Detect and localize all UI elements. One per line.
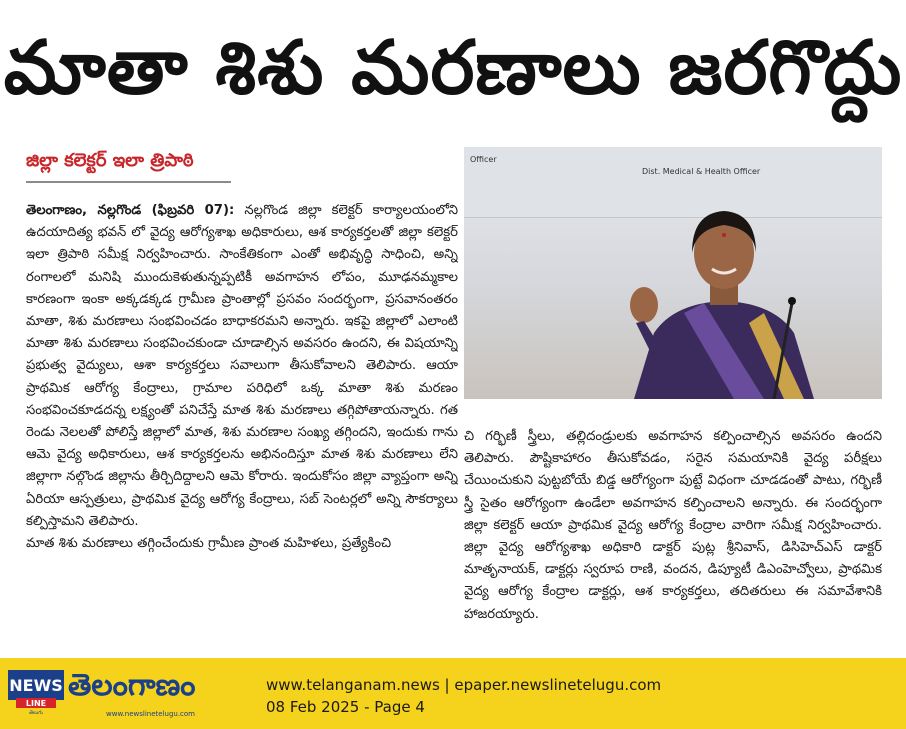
collector-figure xyxy=(614,183,834,399)
article-left-column xyxy=(26,200,458,645)
article-right-column: చి గర్భిణీ స్త్రీలు, తల్లిదండ్రులకు అవగాహన కల్పించాల్సిన అవసరం ఉందని తెలిపారు. పౌష్టికాహారం తీసుకోవడం, సరైన సమయానికి వైద్య పరీక్షలు చేయించుకుని పుట్టబోయే బిడ్డ ఆరోగ్యంగా పుట్టే విధంగా చూడడంతో పాటు, గర్భిణీ స్త్రీ సైతం ఆరోగ్యంగా ఉండేలా అవగాహన కల్పించాలని అన్నారు. ఈ సందర్భంగా జిల్లా కలెక్టర్ ఆయా ప్రాథమిక వైద్య ఆరోగ్య కేంద్రాల వారిగా సమీక్ష నిర్వహించారు. జిల్లా వైద్య ఆరోగ్యశాఖ అధికారి డాక్టర్ పుట్ల శ్రీనివాస్, డిసిహెచ్ఎస్ డాక్టర్ మాతృనాయక్, డాక్టర్లు స్వరూప రాణి, వందన, డిప్యూటీ డిఎంహెచ్వోలు, ప్రాథమిక వైద్య ఆరోగ్య కేంద్రాల డాక్టర్లు, ఆశ కార్యకర్తలు, తదితరులు ఈ సమావేశానికి హాజరయ్యారు. xyxy=(464,429,882,622)
logo-telugu-text: తెలుగు xyxy=(29,710,43,714)
headline: మాతా శిశు మరణాలు జరగొద్దు xyxy=(3,25,903,111)
brand-url: www.newslinetelugu.com xyxy=(106,710,195,718)
footer-date-page: 08 Feb 2025 - Page 4 xyxy=(266,698,425,716)
brand-logo-text: తెలంగాణం xyxy=(68,668,196,703)
byline: జిల్లా కలెక్టర్ ఇలా త్రిపాఠి xyxy=(26,150,231,183)
photo-board-text: Officer xyxy=(470,155,497,164)
article-body-left-continued: మాత శిశు మరణాలు తగ్గించేందుకు గ్రామీణ ప్రాంత మహిళలు, ప్రత్యేకించి xyxy=(26,536,392,552)
dateline: తెలంగాణం, నల్లగొండ (ఫిబ్రవరి 07): xyxy=(26,203,235,218)
article-photo xyxy=(464,147,882,399)
logo-line-text: LINE xyxy=(25,699,47,708)
footer-links[interactable]: www.telanganam.news | epaper.newslinetelugu.com xyxy=(266,676,662,694)
article-body-left: నల్లగొండ జిల్లా కలెక్టర్ కార్యాలయంలోని ఉదయాదిత్య భవన్ లో వైద్య ఆరోగ్యశాఖ అధికారులు, ఆశ కార్యకర్తలతో జిల్లా కలెక్టర్ ఇలా త్రిపాఠి సమీక్ష నిర్వహించారు. సాంకేతికంగా ఎంతో అభివృద్ధి సాధించి, అన్ని రంగాలలో మనిషి ముందుకెళుతున్నప్పటికీ అవగాహన లోపం, మూఢనమ్మకాల కారణంగా ఇంకా అక్కడక్కడ గ్రామీణ ప్రాంతాల్లో ప్రసవం సందర్భంగా, ప్రసవానంతరం మాతా, శిశు మరణాలు సంభవించడం బాధాకరమని అన్నారు. ఇకపై జిల్లాలో ఎలాంటి మాతా శిశు మరణాలు సంభవించకుండా చూడాల్సిన అవసరం ఉందని, ఈ విషయాన్ని ప్రభుత్వ వైద్యులు, ఆశా కార్యకర్తలు సవాలుగా తీసుకోవాలని తెలిపారు. ఆయా ప్రాథమిక ఆరోగ్య కేంద్రాలు, గ్రామాల పరిధిలో ఒక్క మాతా శిశు మరణం సంభవించకూడదన్న లక్ష్యంతో పనిచేస్తే మాత శిశు మరణాలు తగ్గిపోతాయన్నారు. గత రెండు నెలలతో పోలిస్తే జిల్లాలో మాత, శిశు మరణాల సంఖ్య తగ్గిందని, ఇందుకు గాను ఆమె వైద్య అధికారులు, ఆశ కార్యకర్తలను అభినందిస్తూ మాత శిశు మరణాలు లేని జిల్లాగా నల్గొండ జిల్లాను తీర్చిదిద్దాలని ఆమె కోరారు. ఇందుకోసం జిల్లా వ్యాప్తంగా అన్ని ఏరియా ఆస్పత్రులు, ప్రాథమిక వైద్య ఆరోగ్య కేంద్రాలు, సబ్ సెంటర్లలో అన్ని సౌకర్యాలు కల్పిస్తామని తెలిపారు. xyxy=(26,203,458,529)
news-line-logo-icon xyxy=(8,670,64,714)
logo-news-text: NEWS xyxy=(9,676,63,695)
footer xyxy=(0,658,906,729)
photo-board-text-2: Dist. Medical & Health Officer xyxy=(642,167,761,176)
